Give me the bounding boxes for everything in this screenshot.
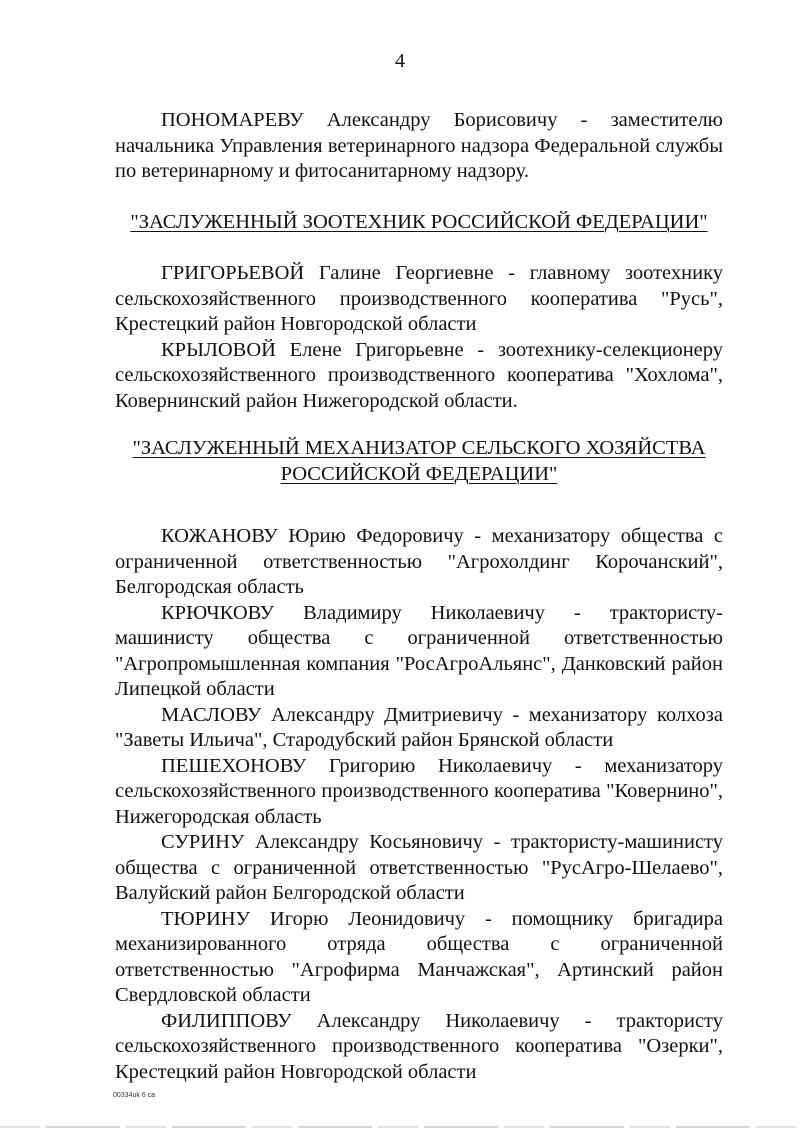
spacer [115, 414, 723, 436]
award-entry: МАСЛОВУ Александру Дмитриевичу - механизатору колхоза "Заветы Ильича", Стародубский район Брянской области [115, 703, 723, 751]
award-entry: ПЕШЕХОНОВУ Григорию Николаевичу - механизатору сельскохозяйственного производственного кооператива "Ковернино", Нижегородская область [115, 754, 723, 828]
award-entry: КОЖАНОВУ Юрию Федоровичу - механизатору общества с ограниченной ответственностью "Агрохолдинг Корочанский", Белгородская область [115, 525, 723, 598]
section-title-line: "ЗАСЛУЖЕННЫЙ МЕХАНИЗАТОР СЕЛЬСКОГО ХОЗЯЙСТВА [132, 437, 706, 459]
document-body [115, 108, 723, 1085]
spacer [115, 235, 723, 261]
section-title-line: РОССИЙСКОЙ ФЕДЕРАЦИИ" [280, 462, 558, 485]
section-title-mekhanizator [115, 436, 723, 487]
award-entry: ФИЛИППОВУ Александру Николаевичу - трактористу сельскохозяйственного производственного кооператива "Озерки", Крестецкий район Новгородской области [115, 1009, 723, 1083]
spacer [115, 487, 723, 524]
award-entry: КРЮЧКОВУ Владимиру Николаевичу - трактористу-машинисту общества с ограниченной ответственностью "Агропромышленная компания "РосАгроАльянс", Данковский район Липецкой области [115, 601, 723, 700]
spacer [115, 185, 723, 210]
document-code: 00334uk 6 ca [113, 1092, 156, 1099]
section-title-zootechnik [115, 210, 723, 236]
award-entry: ПОНОМАРЕВУ Александру Борисовичу - заместителю начальника Управления ветеринарного надзора Федеральной службы по ветеринарному и фитосанитарному надзору. [115, 109, 723, 182]
award-entry: ГРИГОРЬЕВОЙ Галине Георгиевне - главному зоотехнику сельскохозяйственного производственного кооператива "Русь", Крестецкий район Новгородской области [115, 262, 723, 335]
award-entry: ТЮРИНУ Игорю Леонидовичу - помощнику бригадира механизированного отряда общества с ограниченной ответственностью "Агрофирма Манчажская", Артинский район Свердловской области [115, 907, 723, 1006]
award-entry: СУРИНУ Александру Косьяновичу - трактористу-машинисту общества с ограниченной ответственностью "РусАгро-Шелаево", Валуйский район Белгородской области [115, 831, 723, 904]
section-title-line: "ЗАСЛУЖЕННЫЙ ЗООТЕХНИК РОССИЙСКОЙ ФЕДЕРАЦИИ" [130, 210, 708, 233]
page-number: 4 [395, 50, 405, 72]
scan-edge-divider [0, 1126, 800, 1128]
award-entry: КРЫЛОВОЙ Елене Григорьевне - зоотехнику-селекционеру сельскохозяйственного производственного кооператива "Хохлома", Ковернинский район Нижегородской области. [115, 338, 723, 412]
